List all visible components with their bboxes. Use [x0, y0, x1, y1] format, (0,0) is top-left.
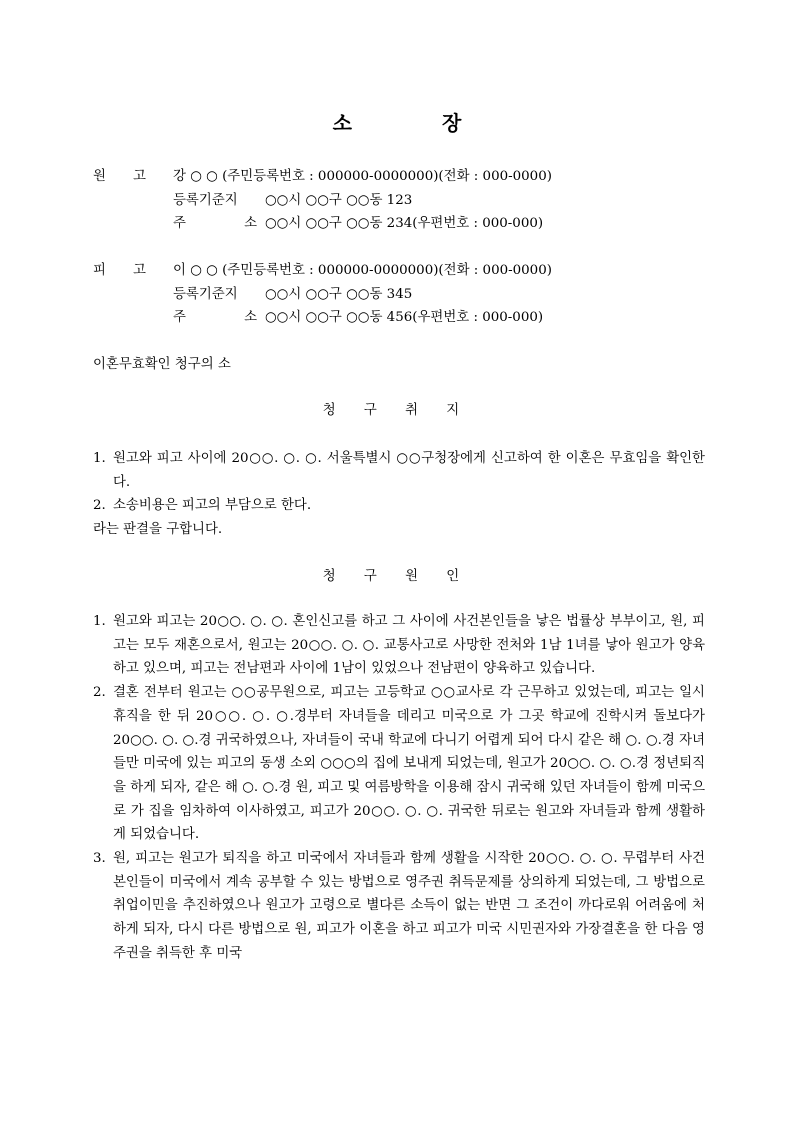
defendant-registration-value: ○○시 ○○구 ○○동 345	[265, 286, 413, 302]
defendant-address-label-1: 주	[173, 310, 186, 326]
document-title	[0, 108, 794, 138]
list-item-number: 1.	[93, 451, 106, 466]
plaintiff-name-row	[93, 165, 713, 189]
title-char-right: 장	[442, 111, 462, 135]
plaintiff-address-label-2: 소	[244, 216, 257, 232]
claim-purpose-list	[93, 447, 705, 542]
defendant-role-char-1: 피	[93, 263, 106, 278]
list-item	[93, 447, 705, 494]
list-item	[93, 847, 705, 966]
plaintiff-registration-value: ○○시 ○○구 ○○동 123	[265, 192, 413, 208]
list-item-number: 3.	[93, 851, 106, 867]
defendant-role-char-2: 고	[133, 263, 146, 278]
list-item-number: 2.	[93, 685, 106, 701]
title-char-left: 소	[332, 111, 352, 135]
defendant-registration-label: 등록기준지	[173, 286, 238, 302]
list-item-text: 결혼 전부터 원고는 ○○공무원으로, 피고는 고등학교 ○○교사로 각 근무하고 있었는데, 피고는 일시 휴직을 한 뒤 20○○. ○. ○.경부터 자녀들을 데리고 미국으로 가 그곳 학교에 진학시켜 돌보다가 20○○. ○. ○.경 귀국하였으나, 자녀들이 국내 학교에 다니기 어렵게 되어 다시 같은 해 ○. ○.경 자녀들만 미국에 있는 피고의 동생 소외 ○○○의 집에 보내게 되었는데, 원고가 20○○. ○. ○.경 정년퇴직을 하게 되자, 같은 해 ○. ○.경 원, 피고 및 여름방학을 이용해 잠시 귀국해 있던 자녀들이 함께 미국으로 가 집을 임차하여 이사하였고, 피고가 20○○. ○. ○. 귀국한 뒤로는 원고와 자녀들과 함께 생활하게 되었습니다.	[113, 685, 705, 843]
list-item-number: 1.	[93, 614, 106, 629]
defendant-block	[93, 259, 713, 330]
claim-cause-heading: 청 구 원 인	[322, 569, 472, 584]
case-name: 이혼무효확인 청구의 소	[93, 357, 231, 372]
plaintiff-registration-label: 등록기준지	[173, 192, 238, 208]
plaintiff-registration-row	[93, 189, 713, 213]
list-item-text: 소송비용은 피고의 부담으로 한다.	[113, 498, 312, 514]
list-item	[93, 610, 705, 681]
list-item-text: 원고와 피고 사이에 20○○. ○. ○. 서울특별시 ○○구청장에게 신고하여 한 이혼은 무효임을 확인한다.	[113, 451, 705, 490]
plaintiff-name: 강 ○ ○ (주민등록번호 : 000000-0000000)(전화 : 000-0000)	[173, 169, 552, 184]
plaintiff-block	[93, 165, 713, 236]
list-item-text: 원, 피고는 원고가 퇴직을 하고 미국에서 자녀들과 함께 생활을 시작한 20○○. ○. ○. 무렵부터 사건본인들이 미국에서 계속 공부할 수 있는 방법으로 영주권 취득문제를 상의하게 되었는데, 그 방법으로 취업이민을 추진하였으나 원고가 고령으로 별다른 소득이 없는 반면 그 조건이 까다로워 어려움에 처하게 되자, 다시 다른 방법으로 원, 피고가 이혼을 하고 피고가 미국 시민권자와 가장결혼을 한 다음 영주권을 취득한 후 미국	[113, 851, 705, 961]
plaintiff-address-label-1: 주	[173, 216, 186, 232]
list-item-number: 2.	[93, 498, 106, 514]
plaintiff-role-char-2: 고	[133, 169, 146, 184]
defendant-name-row	[93, 259, 713, 283]
list-item-text: 원고와 피고는 20○○. ○. ○. 혼인신고를 하고 그 사이에 사건본인들을 낳은 법률상 부부이고, 원, 피고는 모두 재혼으로서, 원고는 20○○. ○. ○. 교통사고로 사망한 전처와 1남 1녀를 낳아 원고가 양육하고 있으며, 피고는 전남편과 사이에 1남이 있었으나 전남편이 양육하고 있습니다.	[113, 614, 705, 677]
defendant-name: 이 ○ ○ (주민등록번호 : 000000-0000000)(전화 : 000-0000)	[173, 263, 552, 278]
plaintiff-role-char-1: 원	[93, 169, 106, 184]
defendant-address-label-2: 소	[244, 310, 257, 326]
plaintiff-address-row	[93, 212, 713, 236]
defendant-address-value: ○○시 ○○구 ○○동 456(우편번호 : 000-000)	[265, 310, 544, 326]
list-item	[93, 681, 705, 847]
claim-purpose-heading: 청 구 취 지	[322, 403, 472, 418]
claim-cause-list	[93, 610, 705, 966]
list-item	[93, 494, 705, 518]
claim-purpose-closing: 라는 판결을 구합니다.	[93, 522, 223, 538]
plaintiff-address-value: ○○시 ○○구 ○○동 234(우편번호 : 000-000)	[265, 216, 544, 232]
defendant-registration-row	[93, 283, 713, 307]
defendant-address-row	[93, 306, 713, 330]
